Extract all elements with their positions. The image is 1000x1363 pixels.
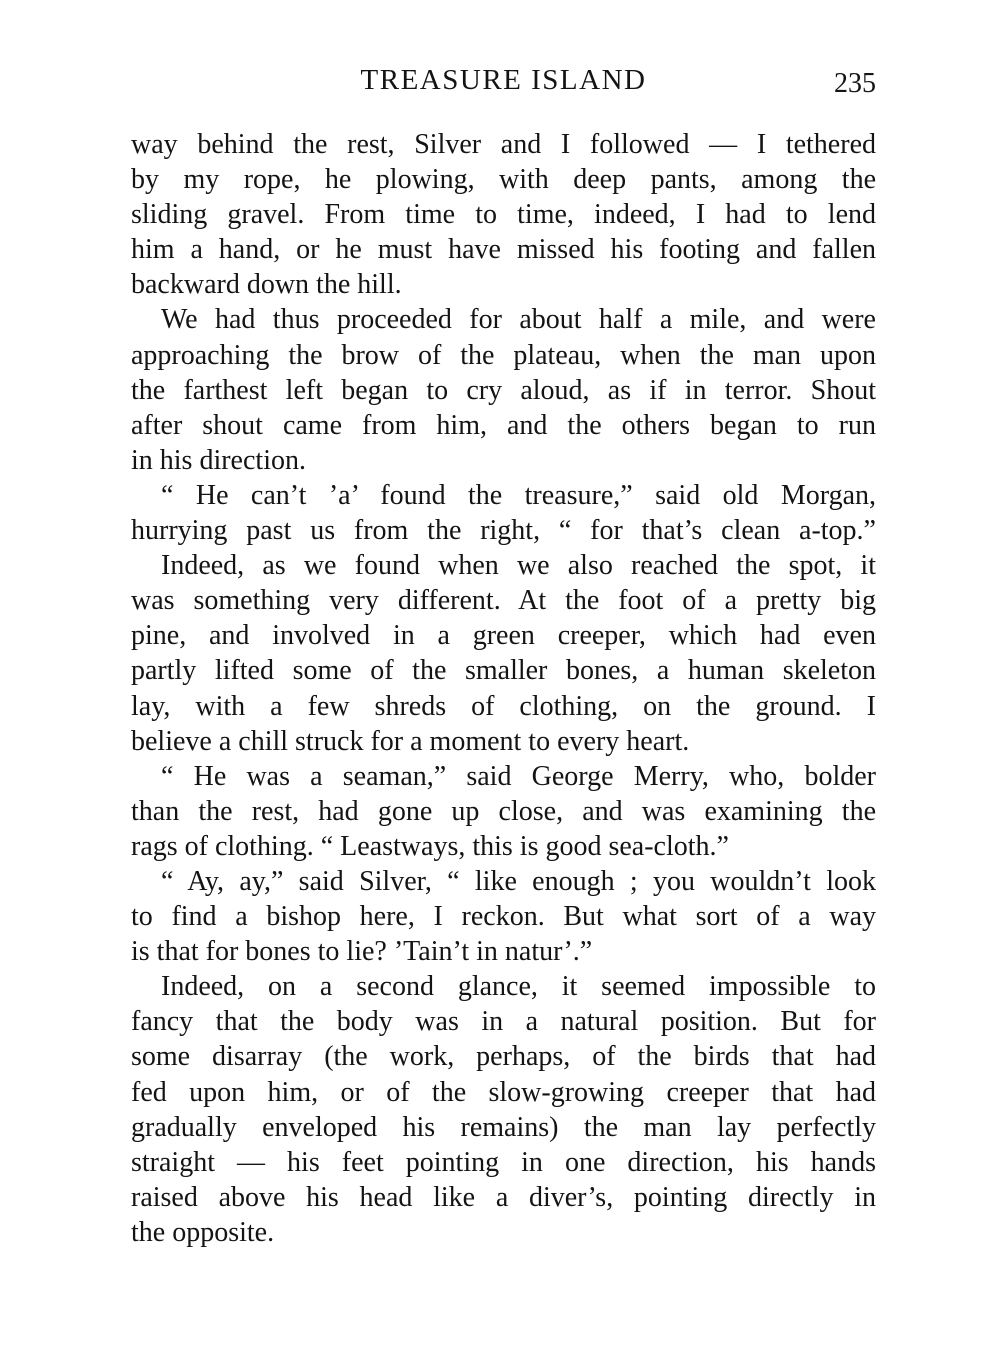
text-line: gradually enveloped his remains) the man lay perfectly [131,1111,876,1143]
text-line: raised above his head like a diver’s, pointing directly in [131,1181,876,1213]
running-title: TREASURE ISLAND [360,64,647,96]
text-line: fed upon him, or of the slow-growing creeper that had [131,1076,876,1108]
text-line: believe a chill struck for a moment to every heart. [131,725,690,757]
text-line: We had thus proceeded for about half a mile, and were [161,304,876,336]
text-line: backward down the hill. [131,269,402,301]
text-line: sliding gravel. From time to time, indeed, I had to lend [131,199,876,231]
text-line: some disarray (the work, perhaps, of the birds that had [131,1041,876,1073]
text-line: Indeed, as we found when we also reached the spot, it [161,550,876,582]
running-head [131,64,876,104]
text-line: in his direction. [131,444,306,476]
paragraph [131,302,876,477]
text-line: is that for bones to lie? ’Tain’t in natur’.” [131,936,593,968]
text-line: him a hand, or he must have missed his footing and fallen [131,234,876,266]
text-line: by my rope, he plowing, with deep pants, among the [131,164,876,196]
page-number: 235 [834,68,876,99]
text-line: “ He was a seaman,” said George Merry, who, bolder [161,760,876,792]
text-line: to find a bishop here, I reckon. But what sort of a way [131,901,876,933]
text-line: approaching the brow of the plateau, when the man upon [131,339,876,371]
text-line: fancy that the body was in a natural position. But for [131,1006,876,1038]
text-line: straight — his feet pointing in one direction, his hands [131,1146,876,1178]
text-line: lay, with a few shreds of clothing, on the ground. I [131,690,876,722]
text-line: the opposite. [131,1216,275,1248]
text-line: after shout came from him, and the others began to run [131,409,876,441]
paragraph [131,127,876,302]
paragraph [131,548,876,759]
text-line: “ He can’t ’a’ found the treasure,” said old Morgan, [161,479,876,511]
paragraph [131,759,876,864]
text-line: hurrying past us from the right, “ for that’s clean a-top.” [131,515,876,547]
text-line: pine, and involved in a green creeper, which had even [131,620,876,652]
text-line: way behind the rest, Silver and I followed — I tethered [131,129,876,160]
text-line: the farthest left began to cry aloud, as if in terror. Shout [131,374,876,406]
text-line: “ Ay, ay,” said Silver, “ like enough ; you wouldn’t look [161,865,876,897]
text-line: Indeed, on a second glance, it seemed impossible to [161,971,876,1003]
text-line: rags of clothing. “ Leastways, this is good sea-cloth.” [131,830,729,862]
text-line: was something very different. At the foot of a pretty big [131,585,876,617]
paragraph [131,969,876,1250]
text-line: than the rest, had gone up close, and was examining the [131,795,876,827]
paragraph [131,864,876,969]
text-line: partly lifted some of the smaller bones, a human skeleton [131,655,876,687]
paragraph [131,478,876,548]
body-text [131,127,876,1250]
